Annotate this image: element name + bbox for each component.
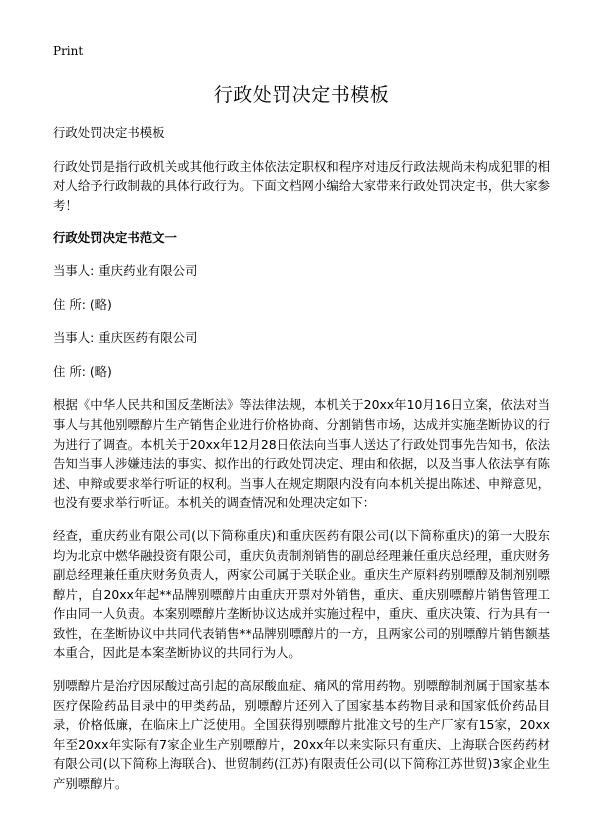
intro-paragraph: 行政处罚是指行政机关或其他行政主体依法定职权和程序对违反行政法规尚未构成犯罪的相对人给予行政制裁的具体行政行为。下面文档网小编给大家带来行政处罚决定书，供大家参考！ (53, 158, 550, 213)
document-subtitle: 行政处罚决定书模板 (53, 125, 165, 140)
print-link[interactable]: Print (53, 44, 84, 58)
address-1: 住 所: (略) (53, 296, 112, 312)
address-2: 住 所: (略) (53, 363, 112, 379)
document-title: 行政处罚决定书模板 (213, 84, 390, 106)
document-body (53, 80, 550, 807)
paragraph-investigation: 根据《中华人民共和国反垄断法》等法律法规，本机关于20xx年10月16日立案，依法对当事人与其他别嘌醇片生产销售企业进行价格协商、分割销售市场，达成并实施垄断协议的行为进行了调查。本机关于20xx年12月28日依法向当事人送达了行政处罚事先告知书，依法告知当事人涉嫌违法的事实、拟作出的行政处罚决定、理由和依据，以及当事人依法享有陈述、申辩或要求举行听证的权利。当事人在规定期限内没有向本机关提出陈述、申辩意见，也没有要求举行听证。本机关的调查情况和处理决定如下： (53, 397, 550, 511)
party-1: 当事人: 重庆药业有限公司 (53, 262, 198, 278)
section-heading: 行政处罚决定书范文一 (53, 230, 177, 246)
party-2: 当事人: 重庆医药有限公司 (53, 330, 198, 346)
paragraph-drug-background: 别嘌醇片是治疗因尿酸过高引起的高尿酸血症、痛风的常用药物。别嘌醇制剂属于国家基本医疗保险药品目录中的甲类药品，别嘌醇片还列入了国家基本药物目录和国家低价药品目录，价格低廉，在临床上广泛使用。全国获得别嘌醇片批准文号的生产厂家有15家，20xx年至20xx年实际有7家企业生产别嘌醇片，20xx年以来实际只有重庆、上海联合医药药材有限公司(以下简称上海联合)、世贸制药(江苏)有限责任公司(以下简称江苏世贸)3家企业生产别嘌醇片。 (53, 678, 550, 792)
paragraph-findings: 经查，重庆药业有限公司(以下简称重庆)和重庆医药有限公司(以下简称重庆)的第一大股东均为北京中燃华融投资有限公司，重庆负责制剂销售的副总经理兼任重庆总经理，重庆财务副总经理兼任重庆财务负责人，两家公司属于关联企业。重庆生产原料药别嘌醇及制剂别嘌醇片，自20xx年起**品牌别嘌醇片由重庆开票对外销售，重庆、重庆别嘌醇片销售管理工作由同一人负责。本案别嘌醇片垄断协议达成并实施过程中，重庆、重庆决策、行为具有一致性，在垄断协议中共同代表销售**品牌别嘌醇片的一方，且两家公司的别嘌醇片销售额基本重合，因此是本案垄断协议的共同行为人。 (53, 527, 550, 661)
